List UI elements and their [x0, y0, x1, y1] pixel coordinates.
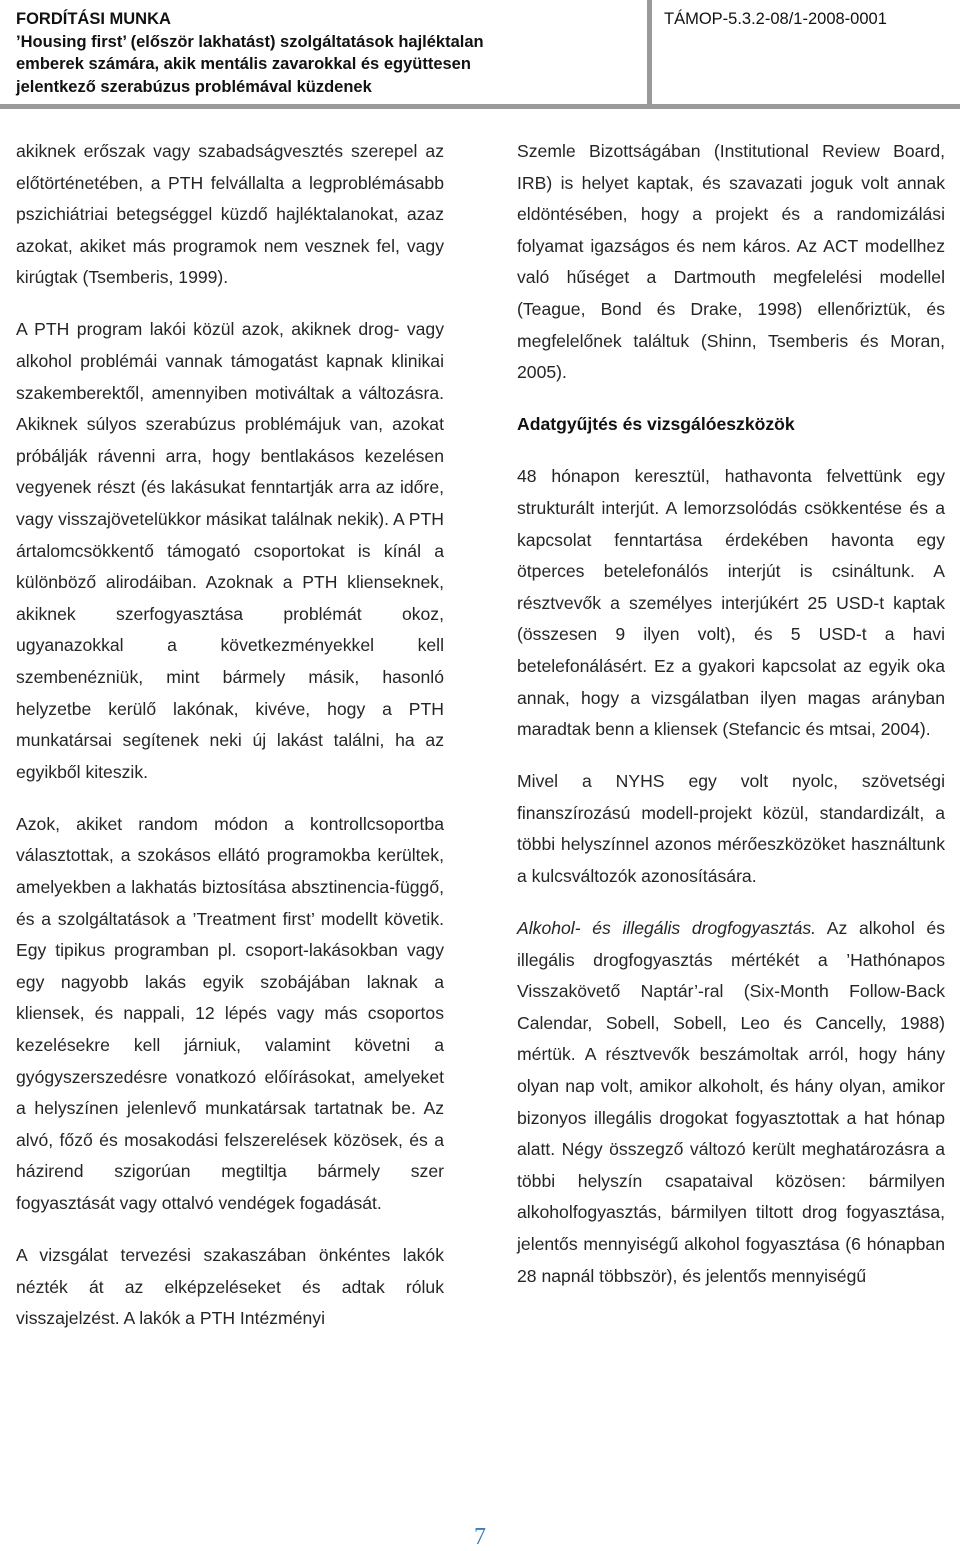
header-divider-horizontal: [0, 104, 960, 109]
paragraph: A vizsgálat tervezési szakaszában önkéntes lakók nézték át az elképzeléseket és adtak róluk visszajelzést. A lakók a PTH Intézményi: [16, 1245, 444, 1329]
project-code: TÁMOP-5.3.2-08/1-2008-0001: [664, 10, 887, 28]
page-header: [0, 0, 960, 110]
right-column: [517, 136, 945, 1313]
paragraph: A PTH program lakói közül azok, akiknek drog- vagy alkohol problémái vannak támogatást kapnak klinikai szakemberektől, amennyiben motiváltak a változásra. Akiknek súlyos szerabúzus problémájuk van, azokat próbálják rávenni arra, hogy bentlakásos kezelésen vegyenek részt (és lakásukat fenntartják arra az időre, vagy visszajövetelükkor másikat találnak nekik). A PTH ártalomcsökkentő támogató csoportokat is kínál a különböző alirodáiban. Azoknak a PTH klienseknek, akiknek szerfogyasztása problémát okoz, ugyanazokkal a következményekkel kell szembenézniük, mint bármely másik, hasonló helyzetbe kerülő lakónak, kivéve, hogy a PTH munkatársai segítenek neki új lakást találni, ha az egyikből kiteszik.: [16, 319, 444, 782]
header-title: [16, 8, 636, 98]
paragraph: Szemle Bizottságában (Institutional Review Board, IRB) is helyet kaptak, és szavazati joguk volt annak eldöntésében, hogy a projekt és a randomizálási folyamat igazságos és nem káros. Az ACT modellhez való hűséget a Dartmouth megfelelési modellel (Teague, Bond és Drake, 1998) ellenőriztük, és megfelelőnek találtuk (Shinn, Tsemberis és Moran, 2005).: [517, 141, 945, 383]
paragraph: [517, 913, 945, 1292]
header-divider-vertical: [647, 0, 652, 108]
page-number: 7: [474, 1524, 486, 1550]
section-heading: Adatgyűjtés és vizsgálóeszközök: [517, 414, 795, 435]
paragraph: Mivel a NYHS egy volt nyolc, szövetségi finanszírozású modell-projekt közül, standardizált, a többi helyszínnel azonos mérőeszközöket használtunk a kulcsváltozók azonosítására.: [517, 771, 945, 886]
header-title-line: FORDÍTÁSI MUNKA: [16, 10, 171, 28]
paragraph: Azok, akiket random módon a kontrollcsoportba választottak, a szokásos ellátó programokba kerültek, amelyekben a lakhatás biztosítása absztinencia-függő, és a szolgáltatások a ’Treatment first’ modellt követik. Egy tipikus programban pl. csoport-lakásokban vagy egy nagyobb lakás egyik szobájában laknak a kliensek, és nappali, 12 lépés vagy más csoportos kezelésekre kell járniuk, valamint követni a gyógyszerszedésre vonatkozó előírásokat, amelyeket a helyszínen jelenlevő munkatársak tartatnak be. Az alvó, főző és mosakodási felszerelések közösek, és a házirend szigorúan megtiltja bármely szer fogyasztását vagy ottalvó vendégek fogadását.: [16, 813, 444, 1213]
paragraph: 48 hónapon keresztül, hathavonta felvettünk egy strukturált interjút. A lemorzsolódás csökkentése és a kapcsolat fenntartása érdekében havonta egy ötperces betelefonálós interjút is csináltunk. A résztvevők a személyes interjúkért 25 USD-t kaptak (összesen 9 ilyen volt), és 5 USD-t a havi betelefonálásért. Ez a gyakori kapcsolat az egyik oka annak, hogy a vizsgálatban ilyen magas arányban maradtak benn a kliensek (Stefancic és mtsai, 2004).: [517, 466, 945, 740]
header-title-line: jelentkező szerabúzus problémával küzdenek: [16, 77, 372, 96]
header-title-line: ’Housing first’ (először lakhatást) szolgáltatások hajléktalan: [16, 32, 484, 51]
paragraph-text: Az alkohol és illegális drogfogyasztás mértékét a ’Hathónapos Visszakövető Naptár’-ral (Six-Month Follow-Back Calendar, Sobell, Sobell, Leo és Cancelly, 1988) mértük. A résztvevők beszámoltak arról, hogy hány olyan nap volt, amikor alkoholt, és hány olyan, amikor bizonyos illegális drogokat fogyasztottak a hat hónap alatt. Négy összegző változó került meghatározásra a többi helyszín csapataival közösen: bármilyen alkoholfogyasztás, bármilyen tiltott drog fogyasztása, jelentős mennyiségű alkohol fogyasztása (6 hónapban 28 napnál többször), és jelentős mennyiségű: [517, 918, 945, 1286]
header-title-line: emberek számára, akik mentális zavarokkal és együttesen: [16, 55, 471, 73]
left-column: [16, 136, 444, 1355]
subsection-title: Alkohol- és illegális drogfogyasztás.: [517, 918, 817, 939]
paragraph: akiknek erőszak vagy szabadságvesztés szerepel az előtörténetében, a PTH felvállalta a legproblémásabb pszichiátriai betegséggel küzdő hajléktalanokat, azaz azokat, akiket más programok nem vesznek fel, vagy kirúgtak (Tsemberis, 1999).: [16, 141, 444, 288]
